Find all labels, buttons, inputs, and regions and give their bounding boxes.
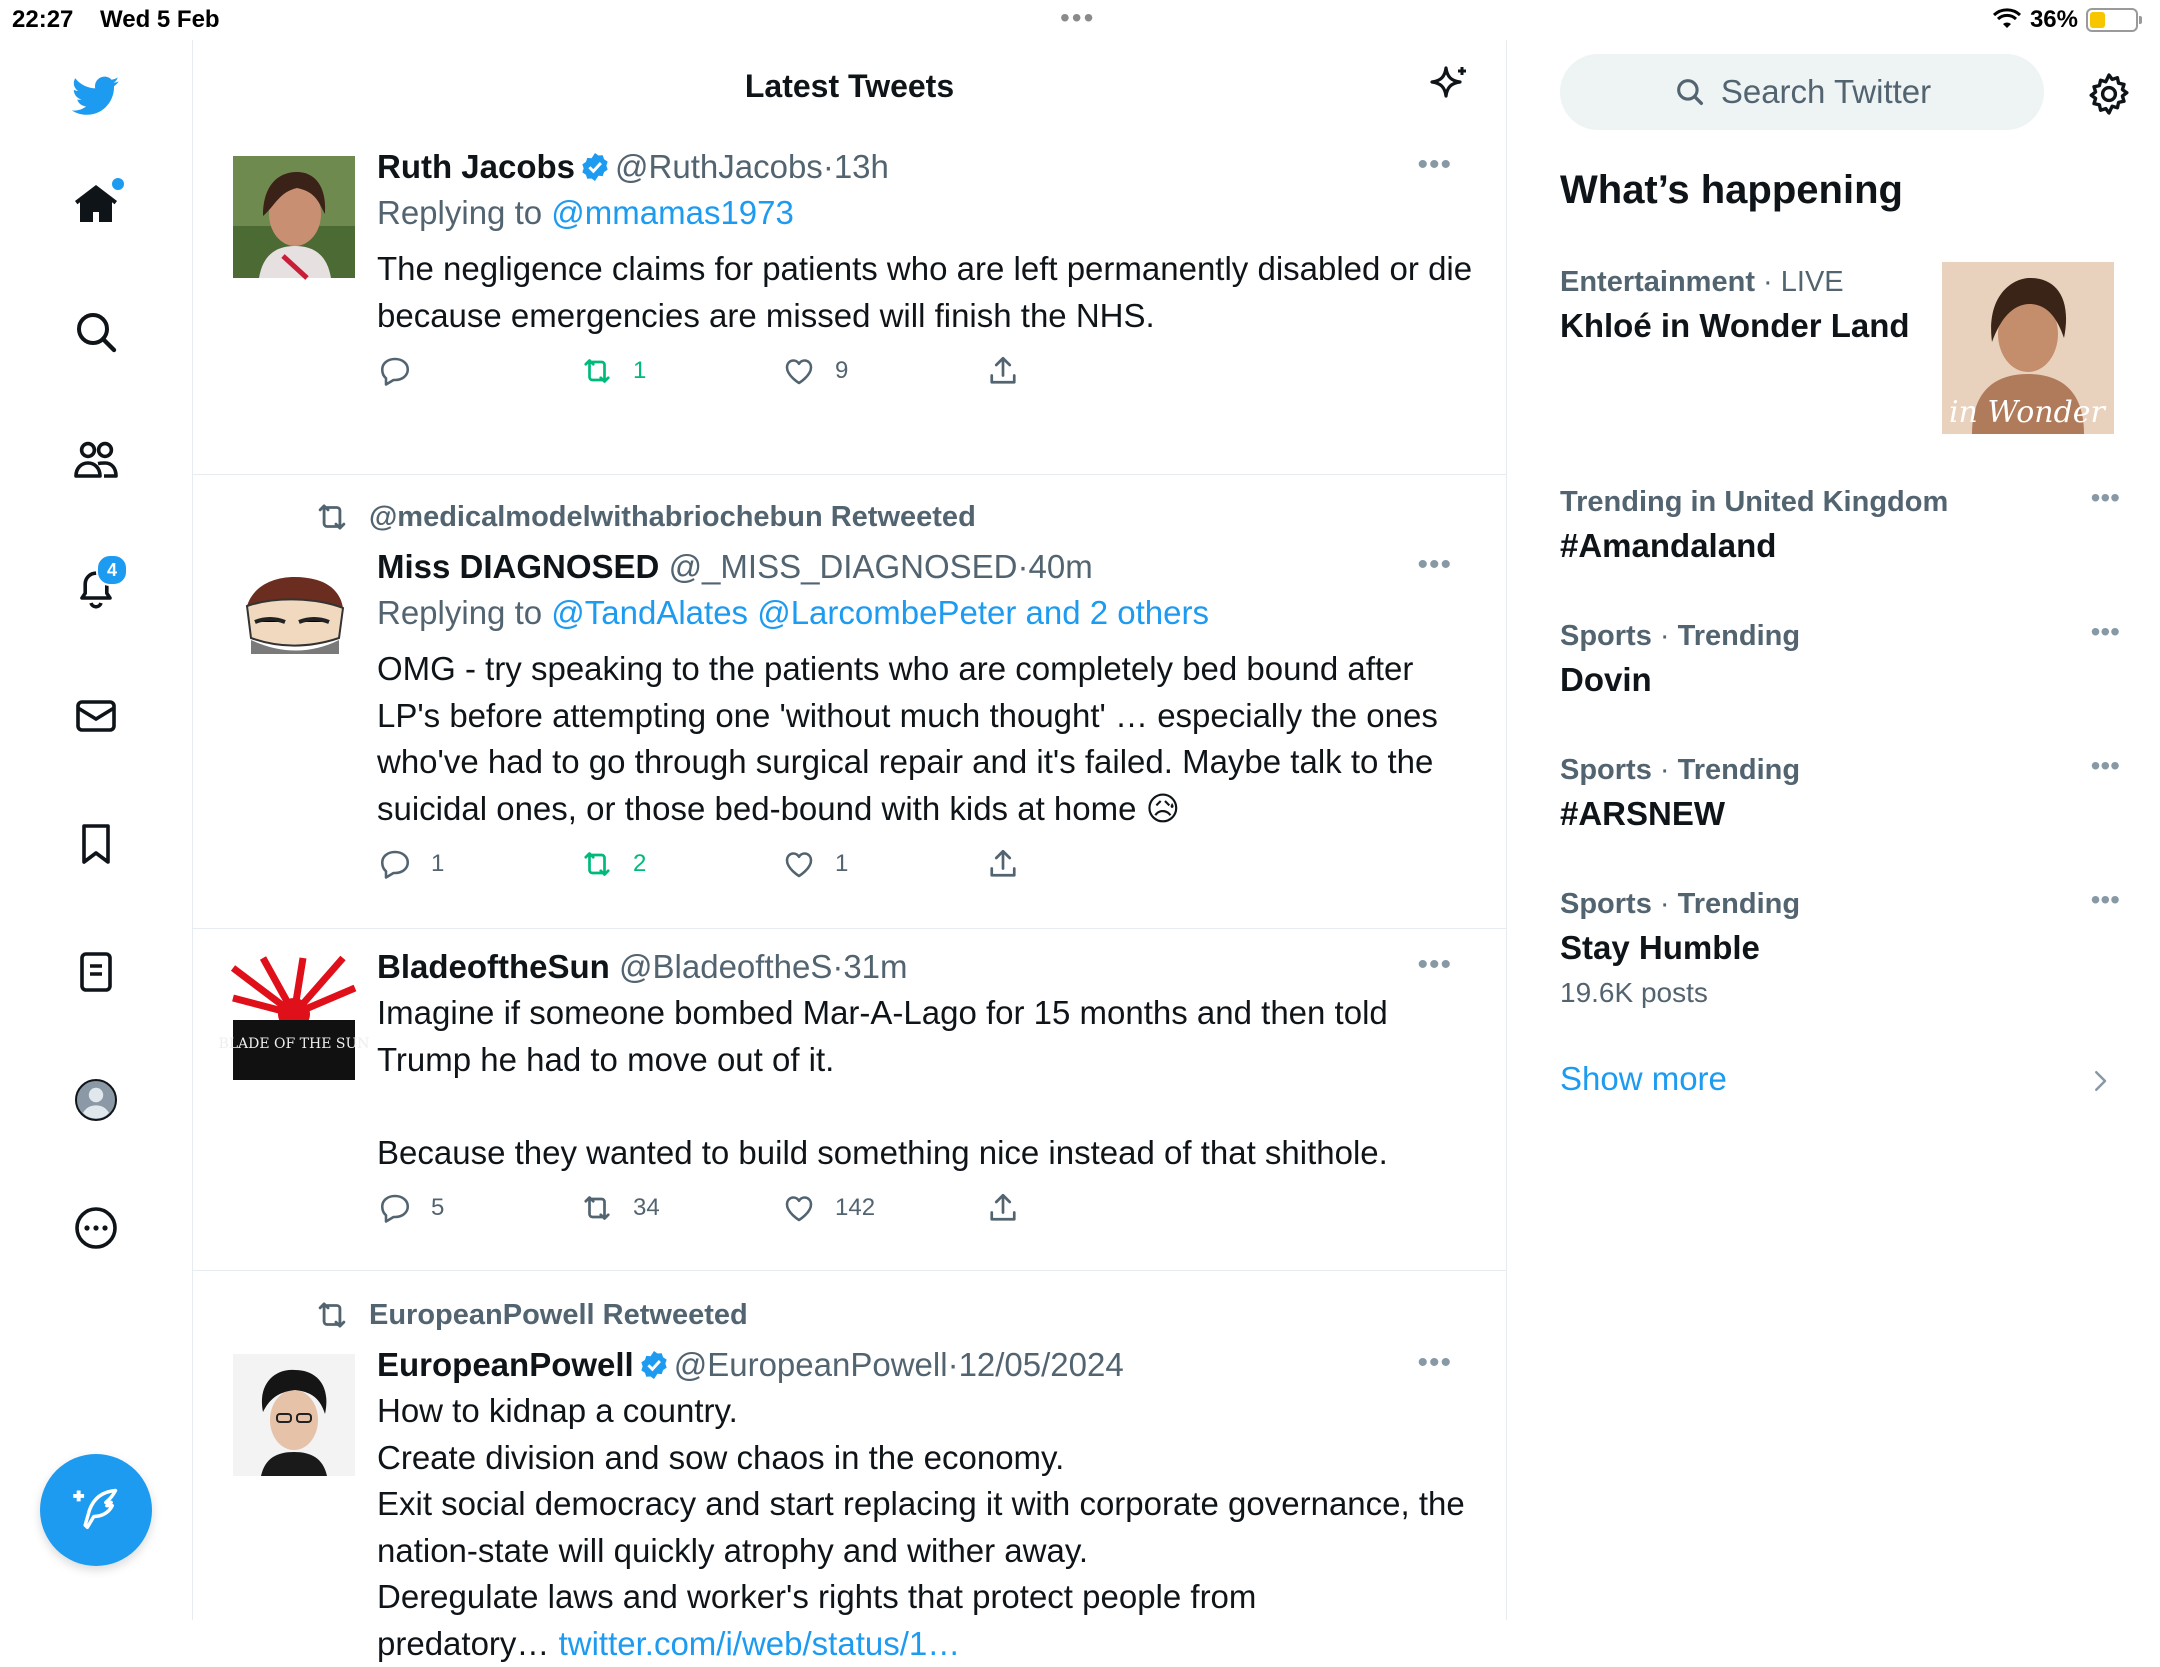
trend-category: Sports <box>1560 620 1652 652</box>
like-count: 142 <box>835 1194 876 1221</box>
mail-icon[interactable] <box>60 680 132 752</box>
retweet-button[interactable] <box>579 353 646 389</box>
retweet-indicator <box>313 1296 748 1334</box>
more-options-icon[interactable]: ••• <box>1417 148 1452 181</box>
multitasking-dots-icon[interactable]: ••• <box>1060 2 1096 33</box>
sparkle-icon[interactable] <box>1424 62 1472 110</box>
timeline <box>193 40 1507 1662</box>
author-handle[interactable]: @_MISS_DIAGNOSED <box>668 548 1018 585</box>
trend-name: Stay Humble <box>1560 929 1760 966</box>
like-icon <box>781 1190 817 1226</box>
whats-happening-title: What’s happening <box>1560 168 1903 212</box>
trend-meta <box>1560 616 2120 656</box>
retweet-count: 2 <box>633 850 647 877</box>
trend-post-count: 19.6K posts <box>1560 977 1708 1008</box>
share-icon <box>985 1190 1021 1226</box>
battery-icon <box>2086 8 2138 32</box>
chevron-right-icon[interactable] <box>2085 1066 2115 1096</box>
author-handle[interactable]: @RuthJacobs <box>615 148 823 185</box>
retweeted-by-label[interactable]: @medicalmodelwithabriochebun Retweeted <box>369 500 976 533</box>
search-placeholder: Search Twitter <box>1720 73 1932 110</box>
reply-button[interactable] <box>377 846 444 882</box>
tweet-header <box>377 544 1476 590</box>
share-button[interactable] <box>985 353 1021 389</box>
trend-more-icon[interactable]: ••• <box>2090 750 2120 781</box>
author-name[interactable]: Miss DIAGNOSED <box>377 548 660 585</box>
trend-item[interactable] <box>1560 482 2120 570</box>
like-count: 9 <box>835 357 849 384</box>
trend-item[interactable] <box>1560 750 2120 838</box>
retweet-button[interactable] <box>579 1190 660 1226</box>
tweet[interactable] <box>193 928 1506 1271</box>
trend-status: Trending <box>1677 888 1801 920</box>
replying-prefix: Replying to <box>377 194 552 231</box>
bell-icon[interactable] <box>60 552 132 624</box>
tweet[interactable] <box>193 474 1506 929</box>
more-circle-icon[interactable] <box>60 1192 132 1264</box>
gear-icon[interactable] <box>2085 70 2133 118</box>
like-icon <box>781 846 817 882</box>
home-unread-dot <box>112 178 124 190</box>
tweet-body <box>377 944 1476 1250</box>
show-more-link[interactable]: Show more <box>1560 1060 1727 1097</box>
trend-meta <box>1560 750 2120 790</box>
trend-meta <box>1560 884 2120 924</box>
trend-category: Trending in United Kingdom <box>1560 486 1949 518</box>
reply-mention-link[interactable]: @mmamas1973 <box>551 194 794 231</box>
tweet[interactable] <box>193 140 1506 475</box>
avatar-text: BLADE OF THE SUN <box>218 1036 370 1052</box>
tweet-link[interactable]: twitter.com/i/web/status/1… <box>558 1624 961 1662</box>
retweeted-by-label[interactable]: EuropeanPowell Retweeted <box>369 1298 748 1331</box>
tweet-time[interactable]: 31m <box>843 948 908 985</box>
tweet-time[interactable]: 13h <box>833 148 889 185</box>
tweet[interactable] <box>193 1270 1506 1662</box>
like-button[interactable] <box>781 1190 875 1226</box>
like-icon <box>781 353 817 389</box>
trend-item[interactable] <box>1560 262 2135 434</box>
tweet-time[interactable]: 40m <box>1028 548 1093 585</box>
trend-separator: · <box>1651 888 1678 920</box>
like-button[interactable] <box>781 353 848 389</box>
home-icon[interactable] <box>60 168 132 240</box>
tweet-text-content: How to kidnap a country. Create division and sow chaos in the economy. Exit social democracy and start replacing it with corporate governance, the nation-state will quickly atrophy and wither away. Deregulate laws and worker's rights that protect people from predatory… <box>377 1392 1465 1662</box>
right-sidebar <box>1507 40 2160 1620</box>
notification-badge: 4 <box>96 554 128 586</box>
left-navigation <box>0 40 193 1620</box>
tweet-text: The negligence claims for patients who are left permanently disabled or die because emergencies are missed will finish the NHS. <box>377 250 1482 334</box>
replying-to <box>377 190 1476 236</box>
trend-category: Sports <box>1560 888 1652 920</box>
retweet-count: 1 <box>633 357 647 384</box>
status-bar <box>0 0 2160 40</box>
like-button[interactable] <box>781 846 848 882</box>
compose-icon <box>70 1484 122 1536</box>
page-title: Latest Tweets <box>744 68 955 104</box>
avatar[interactable] <box>218 958 370 1080</box>
trend-status: Trending <box>1677 620 1801 652</box>
retweet-icon <box>313 1296 351 1334</box>
timeline-header <box>193 40 1506 140</box>
reply-count: 1 <box>431 850 445 877</box>
trend-category: Sports <box>1560 754 1652 786</box>
status-date: Wed 5 Feb <box>100 6 220 33</box>
battery-percent: 36% <box>2029 6 2078 33</box>
verified-badge-icon <box>579 151 611 183</box>
search-input[interactable] <box>1560 54 2044 130</box>
replying-to <box>377 590 1476 636</box>
thumbnail-text: é in Wonder L <box>1921 395 2135 430</box>
retweet-indicator <box>313 498 976 536</box>
replying-prefix: Replying to <box>377 594 552 631</box>
retweet-button[interactable] <box>579 846 646 882</box>
tweet-header <box>377 1342 1476 1388</box>
twitter-bird-icon[interactable] <box>60 60 132 132</box>
reply-count: 5 <box>431 1194 445 1221</box>
tweet-text <box>377 1388 1476 1667</box>
tweet-text: Imagine if someone bombed Mar-A-Lago for 15 months and then told Trump he had to move out of it. Because they wanted to build something nice instead of that shithole. <box>377 994 1388 1171</box>
retweet-icon <box>579 846 615 882</box>
trend-name: #ARSNEW <box>1560 795 1726 832</box>
reply-mention-link[interactable]: @TandAlates @LarcombePeter and 2 others <box>551 594 1209 631</box>
trend-name: Khloé in Wonder Land <box>1560 307 1910 344</box>
retweet-icon <box>313 498 351 536</box>
share-button[interactable] <box>985 846 1021 882</box>
trend-separator: · <box>1651 620 1678 652</box>
reply-icon <box>377 846 413 882</box>
trend-status: LIVE <box>1780 266 1844 298</box>
trend-name: #Amandaland <box>1560 527 1777 564</box>
reply-button[interactable] <box>377 353 431 389</box>
retweet-icon <box>579 1190 615 1226</box>
separator: · <box>832 948 844 985</box>
verified-badge-icon <box>638 1349 670 1381</box>
trend-name: Dovin <box>1560 661 1652 698</box>
trend-more-icon[interactable]: ••• <box>2090 482 2120 513</box>
status-time: 22:27 <box>12 6 74 33</box>
wifi-icon <box>1992 8 2022 32</box>
reply-button[interactable] <box>377 1190 444 1226</box>
share-icon <box>985 846 1021 882</box>
trend-category: Entertainment <box>1560 266 1755 298</box>
trend-item[interactable] <box>1560 616 2120 704</box>
communities-icon[interactable] <box>60 424 132 496</box>
trend-separator: · <box>1651 754 1678 786</box>
trend-thumbnail[interactable] <box>1921 262 2135 434</box>
search-icon <box>1673 75 1707 109</box>
reply-icon <box>377 353 413 389</box>
tweet-header <box>377 144 1476 190</box>
separator: · <box>1017 548 1029 585</box>
trend-item[interactable] <box>1560 884 2120 1014</box>
author-name[interactable]: BladeoftheSun <box>377 948 610 985</box>
like-count: 1 <box>835 850 849 877</box>
share-button[interactable] <box>985 1190 1021 1226</box>
retweet-count: 34 <box>633 1194 660 1221</box>
retweet-icon <box>579 353 615 389</box>
author-handle[interactable]: @BladeoftheS <box>619 948 833 985</box>
trend-meta <box>1560 482 2120 522</box>
search-icon[interactable] <box>60 296 132 368</box>
tweet-actions <box>377 846 1476 906</box>
reply-icon <box>377 1190 413 1226</box>
avatar[interactable] <box>233 1354 355 1476</box>
status-right <box>1992 6 2138 34</box>
tweet-actions <box>377 1190 1476 1250</box>
more-options-icon[interactable]: ••• <box>1417 1346 1452 1379</box>
avatar[interactable] <box>233 156 355 278</box>
tweet-body <box>377 1342 1476 1667</box>
tweet-actions <box>377 353 1476 413</box>
trend-more-icon[interactable]: ••• <box>2090 616 2120 647</box>
author-name[interactable]: Ruth Jacobs <box>377 148 576 185</box>
tweet-text: OMG - try speaking to the patients who are completely bed bound after LP's before attempting one 'without much thought' … especially the ones who've had to go through surgical repair and it's failed. Maybe talk to the suicidal ones, or those bed-bound with kids at home 😥 <box>377 650 1448 827</box>
tweet-time[interactable]: 12/05/2024 <box>958 1346 1124 1383</box>
separator: · <box>947 1346 959 1383</box>
compose-button[interactable] <box>40 1454 152 1566</box>
more-options-icon[interactable]: ••• <box>1417 548 1452 581</box>
author-handle[interactable]: @EuropeanPowell <box>673 1346 948 1383</box>
trend-status: Trending <box>1677 754 1801 786</box>
bookmark-icon[interactable] <box>60 808 132 880</box>
avatar[interactable] <box>233 556 355 678</box>
separator: · <box>822 148 834 185</box>
author-name[interactable]: EuropeanPowell <box>377 1346 634 1383</box>
tweet-body <box>377 144 1482 413</box>
profile-icon[interactable] <box>60 1064 132 1136</box>
share-icon <box>985 353 1021 389</box>
trend-more-icon[interactable]: ••• <box>2090 884 2120 915</box>
list-icon[interactable] <box>60 936 132 1008</box>
tweet-header <box>377 944 1476 990</box>
more-options-icon[interactable]: ••• <box>1417 948 1452 981</box>
tweet-body <box>377 544 1476 906</box>
trend-separator: · <box>1754 266 1781 298</box>
